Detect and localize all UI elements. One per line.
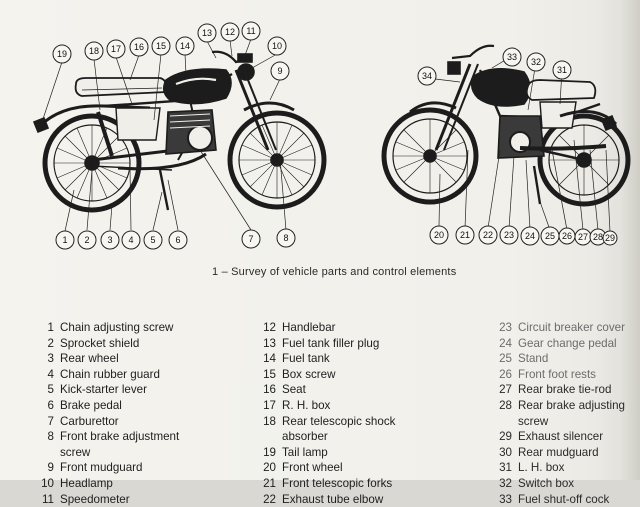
part-number: 23 xyxy=(499,321,512,334)
callout-24 xyxy=(521,227,539,245)
part-number: 15 xyxy=(263,367,276,381)
part-number: 16 xyxy=(263,383,276,397)
svg-text:31: 31 xyxy=(556,65,568,75)
part-number: 26 xyxy=(499,367,512,381)
callout-2 xyxy=(78,231,96,249)
svg-text:2: 2 xyxy=(84,235,90,245)
part-name: Kick-starter lever xyxy=(60,383,147,397)
part-name: Chain rubber guard xyxy=(60,367,160,381)
callout-27 xyxy=(575,229,591,245)
part-number: 25 xyxy=(499,352,512,366)
svg-text:12: 12 xyxy=(224,27,236,37)
parts-list-item xyxy=(40,429,179,460)
callout-5 xyxy=(144,231,162,249)
part-name: L. H. box xyxy=(518,461,565,475)
svg-text:18: 18 xyxy=(88,46,100,56)
svg-text:21: 21 xyxy=(459,230,471,240)
part-name: Exhaust silencer xyxy=(518,430,604,444)
callout-14 xyxy=(176,37,194,55)
callout-31 xyxy=(553,61,571,79)
callout-29 xyxy=(603,231,617,245)
callout-8 xyxy=(277,229,295,247)
front-wheel-right-drawing xyxy=(384,110,476,202)
part-name: Gear change pedal xyxy=(518,336,617,350)
parts-list-item xyxy=(498,320,625,336)
callout-10 xyxy=(268,37,286,55)
part-name: Fuel shut-off cock xyxy=(518,492,610,506)
svg-text:26: 26 xyxy=(561,231,573,241)
part-name: Rear wheel xyxy=(60,352,119,366)
parts-list-column-3 xyxy=(498,320,625,507)
parts-list-item xyxy=(498,460,625,476)
parts-list-item xyxy=(498,367,625,383)
svg-text:28: 28 xyxy=(592,232,604,242)
part-number: 29 xyxy=(499,430,512,444)
parts-list-item xyxy=(498,351,625,367)
parts-list-item xyxy=(40,476,179,492)
part-number: 28 xyxy=(499,398,512,412)
part-name: Headlamp xyxy=(60,476,113,490)
parts-list-item xyxy=(40,367,179,383)
part-name: Rear mudguard xyxy=(518,445,599,459)
callout-23 xyxy=(500,226,518,244)
part-name: Rear brake tie-rod xyxy=(518,383,612,397)
parts-list-item xyxy=(262,336,395,352)
part-number: 14 xyxy=(263,352,276,366)
parts-list-item xyxy=(40,398,179,414)
parts-list-item xyxy=(40,414,179,430)
callout-34 xyxy=(418,67,436,85)
callout-33 xyxy=(503,48,521,66)
svg-text:6: 6 xyxy=(175,235,181,245)
callout-26 xyxy=(559,228,575,244)
svg-text:9: 9 xyxy=(277,66,283,76)
part-name: Box screw xyxy=(282,367,336,381)
part-name: Tail lamp xyxy=(282,445,328,459)
parts-list-item xyxy=(498,445,625,461)
part-name: Front telescopic forks xyxy=(282,476,393,490)
svg-text:1: 1 xyxy=(62,235,68,245)
part-number: 10 xyxy=(41,476,54,490)
part-number: 4 xyxy=(47,367,54,381)
parts-list-item xyxy=(498,492,625,507)
svg-text:15: 15 xyxy=(155,41,167,51)
part-number: 17 xyxy=(263,398,276,412)
svg-text:22: 22 xyxy=(482,230,494,240)
engine-left-drawing xyxy=(166,110,216,154)
part-name: Circuit breaker cover xyxy=(518,321,625,334)
parts-list-item xyxy=(40,351,179,367)
part-name: Front foot rests xyxy=(518,367,596,381)
svg-text:4: 4 xyxy=(128,235,134,245)
part-name: Carburettor xyxy=(60,414,119,428)
part-name: Front mudguard xyxy=(60,461,143,475)
part-name-continued: screw xyxy=(518,414,549,428)
svg-text:13: 13 xyxy=(201,28,213,38)
svg-text:11: 11 xyxy=(246,26,256,36)
part-number: 33 xyxy=(499,492,512,506)
part-number: 11 xyxy=(41,492,54,506)
parts-list-item xyxy=(498,336,625,352)
parts-list-item xyxy=(262,476,395,492)
part-name: R. H. box xyxy=(282,398,331,412)
svg-text:20: 20 xyxy=(433,230,445,240)
callout-17 xyxy=(107,40,125,58)
callout-19 xyxy=(53,45,71,63)
parts-list-item xyxy=(262,445,395,461)
part-name: Chain adjusting screw xyxy=(60,321,174,334)
part-number: 8 xyxy=(47,430,54,444)
svg-text:33: 33 xyxy=(506,52,518,62)
callout-22 xyxy=(479,226,497,244)
callout-4 xyxy=(122,231,140,249)
parts-list-item xyxy=(40,320,179,336)
callout-1 xyxy=(56,231,74,249)
parts-list-item xyxy=(262,351,395,367)
callout-15 xyxy=(152,37,170,55)
callout-11 xyxy=(242,22,260,40)
callout-6 xyxy=(169,231,187,249)
parts-list-item xyxy=(262,414,395,445)
part-number: 22 xyxy=(263,492,276,506)
part-name-continued: screw xyxy=(60,445,91,459)
svg-text:32: 32 xyxy=(530,57,542,67)
callout-9 xyxy=(271,62,289,80)
figure-caption: 1 – Survey of vehicle parts and control elements xyxy=(212,266,457,278)
parts-list-item xyxy=(40,336,179,352)
part-name: Speedometer xyxy=(60,492,130,506)
callout-3 xyxy=(101,231,119,249)
parts-list-item xyxy=(498,476,625,492)
svg-text:17: 17 xyxy=(110,44,122,54)
part-number: 2 xyxy=(47,336,54,350)
part-name: Rear telescopic shock xyxy=(282,414,396,428)
parts-list-column-1 xyxy=(40,320,179,507)
parts-list-column-2 xyxy=(262,320,395,507)
parts-list-item xyxy=(498,398,625,429)
parts-list-item xyxy=(498,429,625,445)
part-number: 30 xyxy=(499,445,512,459)
parts-list-item xyxy=(262,460,395,476)
svg-text:14: 14 xyxy=(179,41,191,51)
part-name: Stand xyxy=(518,352,549,366)
parts-list-item xyxy=(262,320,395,336)
part-name: Front wheel xyxy=(282,461,343,475)
part-number: 19 xyxy=(263,445,276,459)
part-number: 13 xyxy=(263,336,276,350)
svg-text:10: 10 xyxy=(271,41,283,51)
part-number: 12 xyxy=(263,321,276,334)
callout-16 xyxy=(130,38,148,56)
parts-list-item xyxy=(262,367,395,383)
callout-12 xyxy=(221,23,239,41)
part-number: 3 xyxy=(47,352,54,366)
svg-text:29: 29 xyxy=(604,233,616,243)
part-number: 27 xyxy=(499,383,512,397)
parts-list-item xyxy=(262,398,395,414)
svg-text:16: 16 xyxy=(133,42,145,52)
part-name: Sprocket shield xyxy=(60,336,140,350)
svg-text:23: 23 xyxy=(503,230,515,240)
svg-text:19: 19 xyxy=(56,49,68,59)
part-name: Seat xyxy=(282,383,306,397)
part-name: Handlebar xyxy=(282,321,336,334)
part-name: Fuel tank xyxy=(282,352,330,366)
parts-list-item xyxy=(262,382,395,398)
callout-32 xyxy=(527,53,545,71)
part-name: Switch box xyxy=(518,476,575,490)
part-name: Rear brake adjusting xyxy=(518,398,625,412)
parts-list-item xyxy=(40,492,179,507)
svg-text:34: 34 xyxy=(421,71,433,81)
parts-list-item xyxy=(40,460,179,476)
svg-text:24: 24 xyxy=(524,231,536,241)
part-number: 7 xyxy=(47,414,54,428)
svg-text:3: 3 xyxy=(107,235,113,245)
part-number: 21 xyxy=(263,476,276,490)
callout-25 xyxy=(541,227,559,245)
part-name-continued: absorber xyxy=(282,430,328,444)
parts-list-item xyxy=(498,382,625,398)
svg-text:25: 25 xyxy=(544,231,556,241)
callout-21 xyxy=(456,226,474,244)
svg-text:27: 27 xyxy=(577,232,589,242)
part-name: Brake pedal xyxy=(60,398,122,412)
callout-20 xyxy=(430,226,448,244)
front-wheel-left-drawing xyxy=(230,113,324,207)
part-number: 31 xyxy=(499,461,512,475)
part-number: 20 xyxy=(263,461,276,475)
part-name: Front brake adjustment xyxy=(60,430,180,444)
callout-18 xyxy=(85,42,103,60)
part-number: 6 xyxy=(47,398,54,412)
part-name: Fuel tank filler plug xyxy=(282,336,380,350)
part-number: 1 xyxy=(47,321,54,334)
svg-text:7: 7 xyxy=(248,234,254,244)
svg-text:8: 8 xyxy=(283,233,289,243)
part-number: 24 xyxy=(499,336,512,350)
svg-text:5: 5 xyxy=(150,235,156,245)
part-number: 9 xyxy=(47,461,54,475)
callout-7 xyxy=(242,230,260,248)
parts-list-item xyxy=(40,382,179,398)
part-number: 5 xyxy=(47,383,54,397)
part-number: 18 xyxy=(263,414,276,428)
part-name: Exhaust tube elbow xyxy=(282,492,384,506)
callout-13 xyxy=(198,24,216,42)
parts-list-item xyxy=(262,492,395,507)
part-number: 32 xyxy=(499,476,512,490)
